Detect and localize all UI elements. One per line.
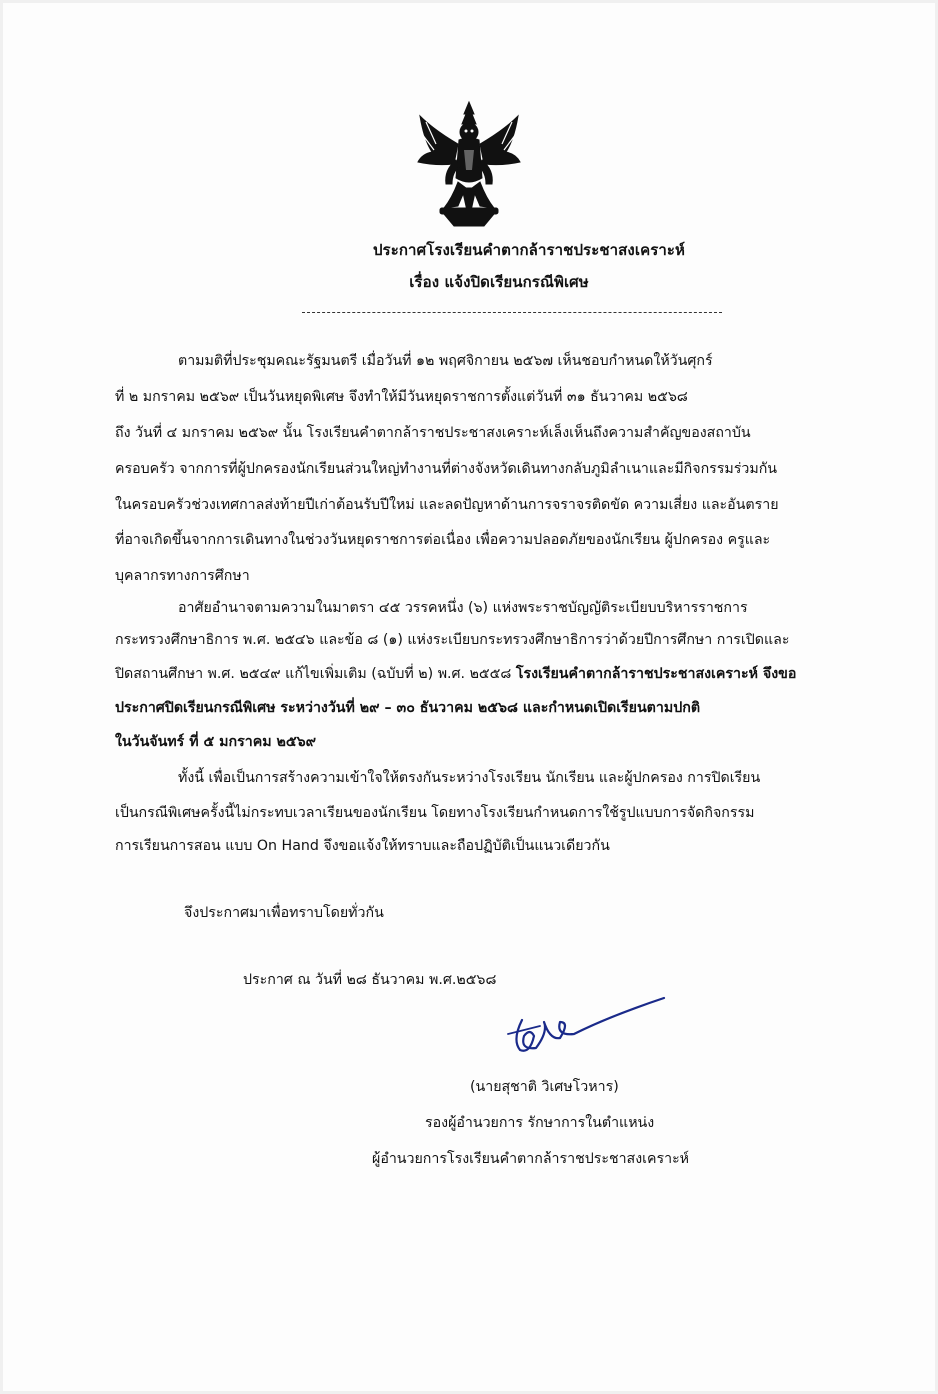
signatory-position: รองผู้อำนวยการ รักษาการในตำแหน่ง <box>425 1115 655 1131</box>
paragraph2-line: กระทรวงศึกษาธิการ พ.ศ. ๒๕๔๖ และข้อ ๘ (๑) แห่งระเบียบกระทรวงศึกษาธิการว่าด้วยปีการศึกษา การเปิดและ <box>115 632 790 648</box>
paragraph3-line: เป็นกรณีพิเศษครั้งนี้ไม่กระทบเวลาเรียนของนักเรียน โดยทางโรงเรียนกำหนดการใช้รูปแบบการจัดกิจกรรม <box>115 805 755 821</box>
announcement-date: ประกาศ ณ วันที่ ๒๘ ธันวาคม พ.ศ.๒๕๖๘ <box>243 972 497 988</box>
paragraph2-bold-line: ในวันจันทร์ ที่ ๕ มกราคม ๒๕๖๙ <box>115 734 316 750</box>
paragraph2-line <box>115 664 796 684</box>
paragraph1-line: ที่ ๒ มกราคม ๒๕๖๙ เป็นวันหยุดพิเศษ จึงทำให้มีวันหยุดราชการตั้งแต่วันที่ ๓๑ ธันวาคม ๒๕๖๘ <box>115 389 688 405</box>
document-subject: เรื่อง แจ้งปิดเรียนกรณีพิเศษ <box>409 273 589 291</box>
paragraph2-line: อาศัยอำนาจตามความในมาตรา ๔๕ วรรคหนึ่ง (๖) แห่งพระราชบัญญัติระเบียบบริหารราชการ <box>178 600 748 616</box>
heading-divider <box>302 312 722 313</box>
handwritten-signature <box>500 992 670 1062</box>
closing-text: จึงประกาศมาเพื่อทราบโดยทั่วกัน <box>184 905 384 921</box>
signatory-position: ผู้อำนวยการโรงเรียนคำตากล้าราชประชาสงเคราะห์ <box>372 1151 690 1167</box>
garuda-emblem-icon <box>414 100 524 235</box>
paragraph1-line: ในครอบครัวช่วงเทศกาลส่งท้ายปีเก่าต้อนรับปีใหม่ และลดปัญหาด้านการจราจรติดขัด ความเสี่ยง และอันตราย <box>115 497 779 513</box>
paragraph1-line: ถึง วันที่ ๔ มกราคม ๒๕๖๙ นั้น โรงเรียนคำตากล้าราชประชาสงเคราะห์เล็งเห็นถึงความสำคัญของสถาบัน <box>115 425 751 441</box>
document-title: ประกาศโรงเรียนคำตากล้าราชประชาสงเคราะห์ <box>372 241 686 259</box>
paragraph2-bold-line: ประกาศปิดเรียนกรณีพิเศษ ระหว่างวันที่ ๒๙ – ๓๐ ธันวาคม ๒๕๖๘ และกำหนดเปิดเรียนตามปกติ <box>115 700 701 716</box>
paragraph2-plain-segment: ปิดสถานศึกษา พ.ศ. ๒๕๔๙ แก้ไขเพิ่มเติม (ฉบับที่ ๒) พ.ศ. ๒๕๕๘ <box>115 666 516 682</box>
paragraph3-line: การเรียนการสอน แบบ On Hand จึงขอแจ้งให้ทราบและถือปฏิบัติเป็นแนวเดียวกัน <box>115 838 610 854</box>
paragraph2-bold-segment: โรงเรียนคำตากล้าราชประชาสงเคราะห์ จึงขอ <box>515 666 797 682</box>
paragraph1-line: ตามมติที่ประชุมคณะรัฐมนตรี เมื่อวันที่ ๑๒ พฤศจิกายน ๒๕๖๗ เห็นชอบกำหนดให้วันศุกร์ <box>178 353 713 369</box>
paragraph1-line: บุคลากรทางการศึกษา <box>115 568 250 584</box>
paragraph1-line: ที่อาจเกิดขึ้นจากการเดินทางในช่วงวันหยุดราชการต่อเนื่อง เพื่อความปลอดภัยของนักเรียน ผู้ปกครอง ครูและ <box>115 532 771 548</box>
paragraph1-line: ครอบครัว จากการที่ผู้ปกครองนักเรียนส่วนใหญ่ทำงานที่ต่างจังหวัดเดินทางกลับภูมิลำเนาและมีกิจกรรมร่วมกัน <box>115 461 777 477</box>
signatory-name: (นายสุชาติ วิเศษโวหาร) <box>470 1079 619 1095</box>
paragraph3-line: ทั้งนี้ เพื่อเป็นการสร้างความเข้าใจให้ตรงกันระหว่างโรงเรียน นักเรียน และผู้ปกครอง การปิดเรียน <box>178 770 761 786</box>
